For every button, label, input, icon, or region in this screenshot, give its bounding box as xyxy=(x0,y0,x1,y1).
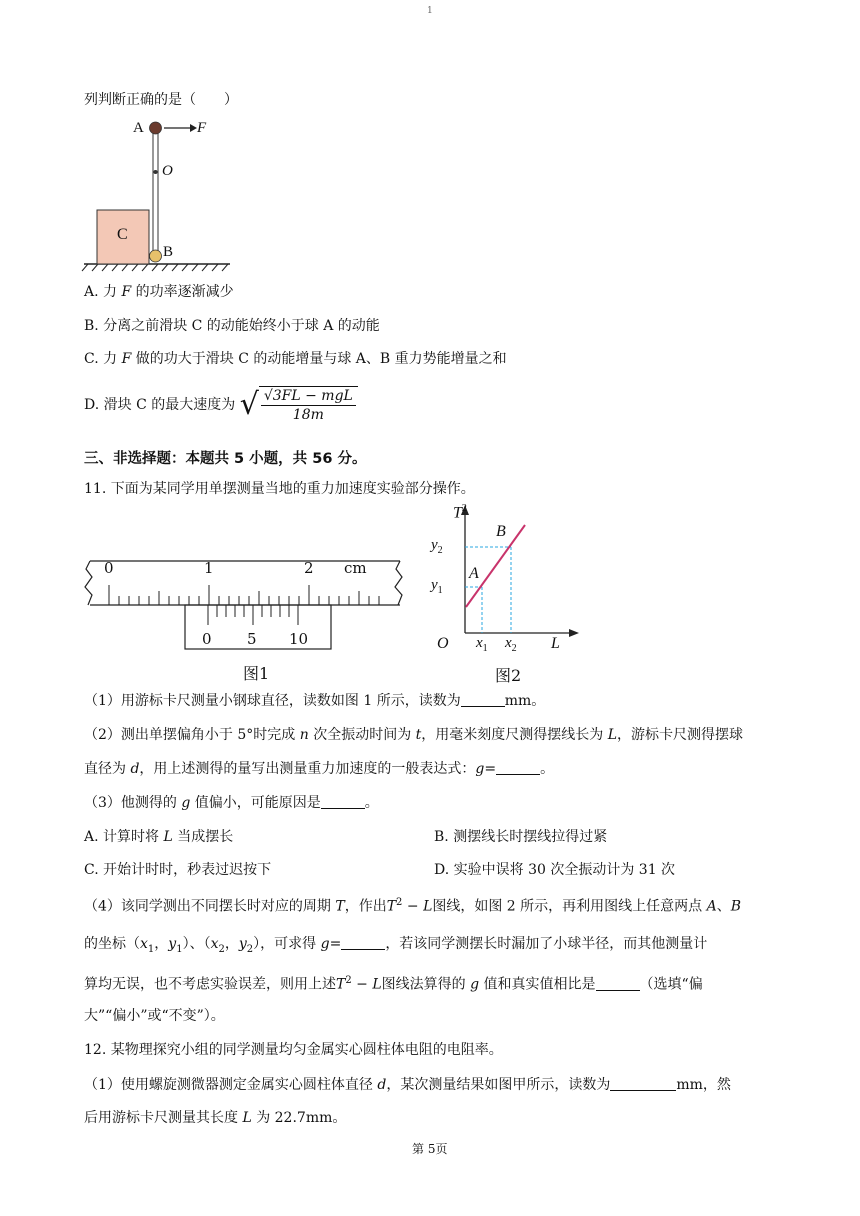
fig1-caption: 图1 xyxy=(243,664,270,683)
q10-option-d: D. 滑块 C 的最大速度为 √ $\frac{\text{√3FL − mgL}}{18m}$ xyxy=(84,386,358,430)
y1-label: $y_1$ xyxy=(431,577,443,596)
q11-part2-line2: 直径为 d，用上述测得的量写出测量重力加速度的一般表达式：g= 。 xyxy=(84,761,555,777)
point-b-label: B xyxy=(496,523,506,540)
q11-part4-line1: （4）该同学测出不同摆长时对应的周期 T，作出$T^2 - L$图线，如图 2 所示，再利用图线上任意两点 A、B xyxy=(84,897,742,915)
q11-option-c: C. 开始计时时，秒表过迟按下 xyxy=(84,862,272,878)
answer-blank[interactable] xyxy=(596,976,640,991)
main-label-0: 0 xyxy=(104,559,114,577)
label-a: A xyxy=(133,120,144,136)
q11-part4-line3: 算均无误，也不考虑实验误差，则用上述$T^2 - L$图线法算得的 g 值和真实值相比是 （选填“偏 xyxy=(84,975,703,993)
x2-label: $x_2$ xyxy=(505,635,517,654)
q10-option-b: B. 分离之前滑块 C 的动能始终小于球 A 的动能 xyxy=(84,318,380,334)
page-footer: 第 5页 xyxy=(412,1142,448,1156)
header-mark: 1 xyxy=(427,6,433,16)
answer-blank[interactable] xyxy=(610,1076,676,1091)
label-c: C xyxy=(117,226,128,243)
main-label-1: 1 xyxy=(204,559,214,577)
vernier-label-5: 5 xyxy=(247,630,257,648)
x1-label: $x_1$ xyxy=(476,635,488,654)
label-b: B xyxy=(163,244,174,260)
q11-part2-line1: （2）测出单摆偏角小于 5°时完成 n 次全振动时间为 t，用毫米刻度尺测得摆线长为 L，游标卡尺测得摆球 xyxy=(84,727,744,743)
point-a-label: A xyxy=(469,565,479,582)
q11-part4-line2: 的坐标（$x_1$，$y_1$）、（$x_2$，$y_2$），可求得 g= ，若该同学测摆长时漏加了小球半径，而其他测量计 xyxy=(84,936,708,955)
answer-blank[interactable] xyxy=(321,794,365,809)
t2-l-graph xyxy=(425,503,595,683)
q10-stem-tail: 列判断正确的是（ ） xyxy=(84,92,238,108)
t2-l-plot xyxy=(425,503,595,653)
q10-option-c: C. 力 F 做的功大于滑块 C 的动能增量与球 A、B 重力势能增量之和 xyxy=(84,351,507,367)
q12-part1-line2: 后用游标卡尺测量其长度 L 为 22.7mm。 xyxy=(84,1110,347,1126)
q11-part3: （3）他测得的 g 值偏小，可能原因是 。 xyxy=(84,795,379,811)
q10-figure xyxy=(80,114,240,274)
q11-option-a: A. 计算时将 L 当成摆长 xyxy=(84,829,234,845)
q11-part4-line4: 大”“偏小”或“不变”）。 xyxy=(84,1008,225,1024)
fig2-caption: 图2 xyxy=(495,666,522,685)
q12-stem: 12. 某物理探究小组的同学测量均匀金属实心圆柱体电阻的电阻率。 xyxy=(84,1042,503,1058)
label-o: O xyxy=(162,163,173,179)
x-axis-label: L xyxy=(551,635,560,652)
vernier-label-10: 10 xyxy=(289,630,309,648)
main-label-2: 2 xyxy=(304,559,314,577)
origin-label: O xyxy=(437,635,449,652)
answer-blank[interactable] xyxy=(496,760,540,775)
max-speed-fraction: $\frac{\text{√3FL − mgL}}{18m}$ xyxy=(261,387,356,424)
vernier-caliper-figure xyxy=(82,555,412,685)
section-heading: 三、非选择题：本题共 5 小题，共 56 分。 xyxy=(84,451,367,467)
y-axis-label: $T^2$ xyxy=(453,503,467,522)
vernier-label-0: 0 xyxy=(202,630,212,648)
q11-option-b: B. 测摆线长时摆线拉得过紧 xyxy=(434,829,608,845)
q11-stem: 11. 下面为某同学用单摆测量当地的重力加速度实验部分操作。 xyxy=(84,481,475,497)
q10-option-a: A. 力 F 的功率逐渐减少 xyxy=(84,284,234,300)
label-f: F xyxy=(197,120,207,136)
unit-label: cm xyxy=(344,559,367,577)
answer-blank[interactable] xyxy=(341,935,385,950)
answer-blank[interactable] xyxy=(461,692,505,707)
q11-option-d: D. 实验中误将 30 次全振动计为 31 次 xyxy=(434,862,676,878)
rod-block-diagram xyxy=(80,114,240,274)
q11-part1: （1）用游标卡尺测量小钢球直径，读数如图 1 所示，读数为 mm。 xyxy=(84,693,546,709)
q12-part1-line1: （1）使用螺旋测微器测定金属实心圆柱体直径 d，某次测量结果如图甲所示，读数为 mm，然 xyxy=(84,1077,731,1093)
y2-label: $y_2$ xyxy=(431,537,443,556)
